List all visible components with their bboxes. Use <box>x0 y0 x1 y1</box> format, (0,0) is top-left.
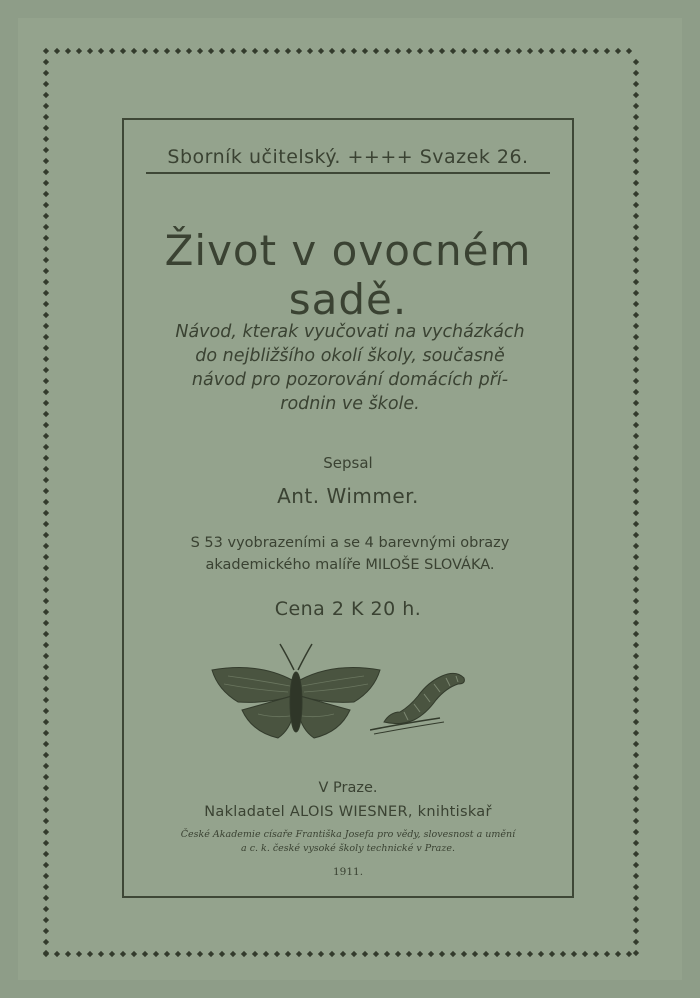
subtitle-line: do nejbližšího okolí školy, současně <box>195 346 505 366</box>
subtitle-line: rodnin ve škole. <box>280 394 420 414</box>
imprint-line: a c. k. české vysoké školy technické v Praze. <box>241 843 455 854</box>
author-label: Sepsal <box>323 454 373 472</box>
author-name: Ant. Wimmer. <box>277 484 419 508</box>
imprint <box>124 828 572 856</box>
illustrations-line: S 53 vyobrazeními a se 4 barevnými obrazy <box>190 535 510 551</box>
caterpillar-illustration <box>370 660 480 744</box>
year: 1911. <box>332 866 364 878</box>
subtitle-line: Návod, kterak vyučovati na vycházkách <box>175 322 525 342</box>
imprint-line: České Akademie císaře Františka Josefa pro vědy, slovesnost a umění <box>180 829 516 840</box>
publisher: Nakladatel ALOIS WIESNER, knihtiskař <box>204 804 492 820</box>
series-underline <box>146 172 550 174</box>
subtitle-line: návod pro pozorování domácích pří- <box>191 370 509 390</box>
moth-illustration <box>208 640 384 748</box>
illustrations-line: akademického malíře MILOŠE SLOVÁKA. <box>205 557 495 573</box>
book-title: Život v ovocném sadě. <box>164 226 532 324</box>
inner-frame <box>122 118 574 898</box>
book-subtitle <box>144 320 556 416</box>
series-heading: Sborník učitelský. ++++ Svazek 26. <box>167 146 529 168</box>
price: Cena 2 K 20 h. <box>274 598 422 620</box>
illustrations-note <box>134 532 566 576</box>
place: V Praze. <box>318 780 378 796</box>
